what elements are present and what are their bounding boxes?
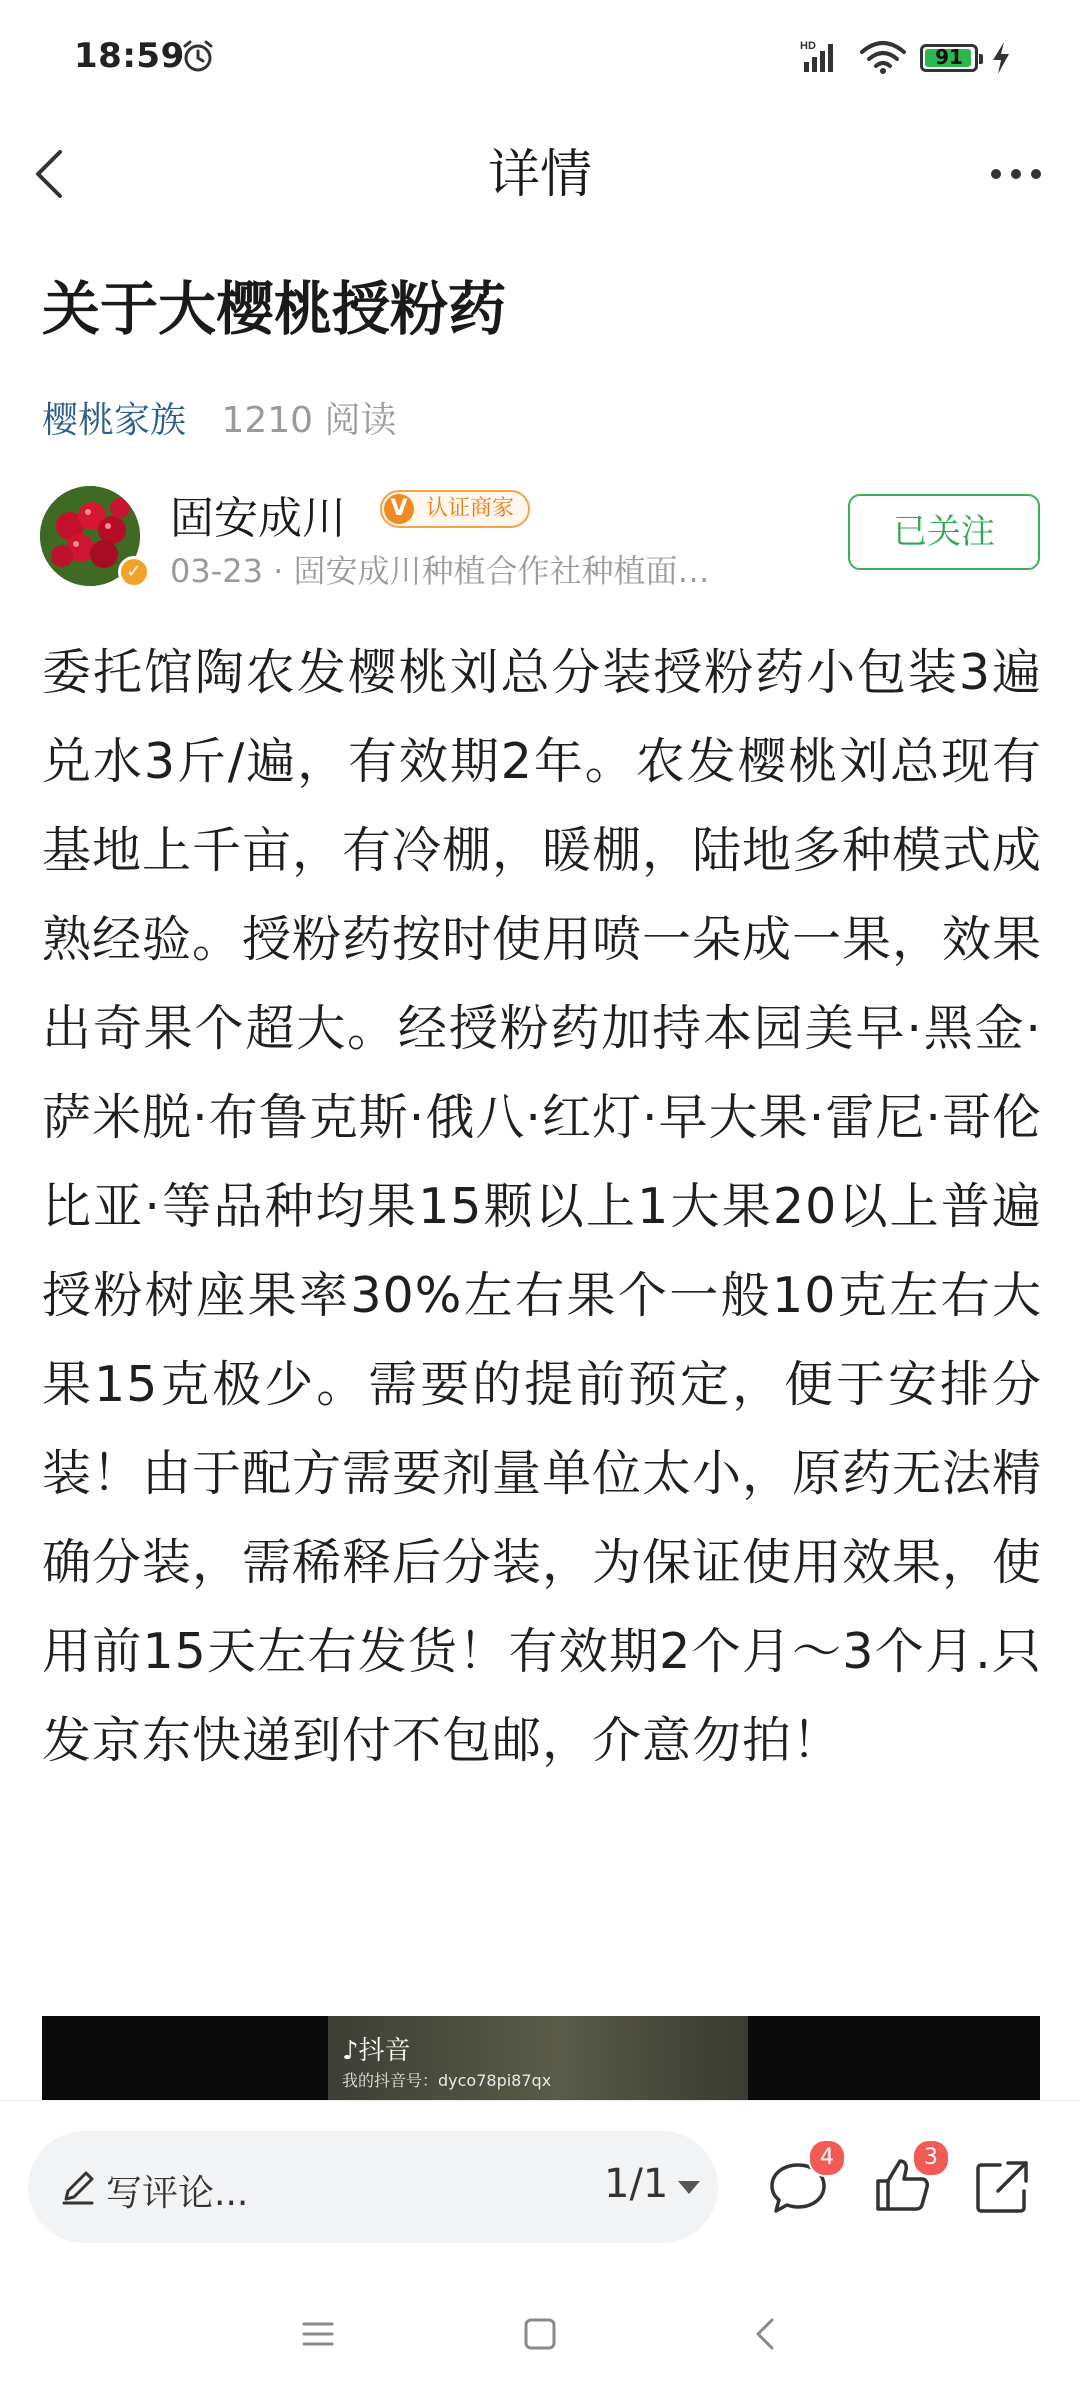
comment-placeholder: 写评论... (106, 2173, 249, 2214)
battery-level: 91 (935, 45, 963, 69)
article-body: 委托馆陶农发樱桃刘总分装授粉药小包装3遍兑水3斤/遍，有效期2年。农发樱桃刘总现有基地上千亩，有冷棚，暖棚，陆地多种模式成熟经验。授粉药按时使用喷一朵成一果，效果出奇果个超大。经授粉药加持本园美早·黑金·萨米脱·布鲁克斯·俄八·红灯·早大果·雷尼·哥伦比亚·等品种均果15颗以上1大果20以上普遍授粉树座果率30%左右果个一般10克左右大果15克极少。需要的提前预定，便于安排分装！由于配方需要剂量单位太小，原药无法精确分装，需稀释后分装，为保证使用效果，使用前15天左右发货！有效期2个月～3个月.只发京东快递到付不包邮，介意勿拍！ (42, 644, 1043, 1769)
author-row (40, 486, 1040, 596)
douyin-note-icon: ♪ (342, 2036, 359, 2066)
video-player[interactable] (42, 2016, 1040, 2100)
more-dots-icon[interactable] (986, 154, 1046, 194)
author-date-info: 03-23 · 固安成川种植合作社种植面… (170, 552, 710, 590)
video-caption: 我的抖音号：dyco78pi87qx (342, 2071, 552, 2090)
read-count: 1210 阅读 (221, 400, 397, 441)
svg-text:HD: HD (800, 40, 816, 52)
status-time: 18:59 (74, 36, 185, 76)
page-indicator[interactable]: 1/1 (604, 2161, 669, 2207)
home-square-icon[interactable] (518, 2312, 562, 2356)
comment-bar (0, 2100, 1080, 2269)
system-nav-bar (0, 2268, 1080, 2400)
verified-badge-label: 认证商家 (426, 496, 515, 521)
battery-icon (920, 44, 978, 72)
pencil-icon (58, 2167, 98, 2207)
comment-count-badge: 4 (808, 2139, 846, 2177)
charging-bolt-icon (990, 40, 1012, 76)
menu-icon[interactable] (296, 2312, 340, 2356)
author-name[interactable]: 固安成川 (170, 493, 346, 544)
article-meta (42, 392, 397, 443)
source-link[interactable]: 樱桃家族 (42, 400, 187, 441)
caret-down-icon[interactable] (676, 2177, 702, 2197)
system-back-icon[interactable] (744, 2312, 788, 2356)
alarm-icon (180, 38, 216, 74)
share-icon[interactable] (970, 2155, 1034, 2219)
comment-input[interactable] (28, 2131, 718, 2243)
verified-v-icon: V (384, 494, 414, 524)
verified-merchant-badge (380, 490, 530, 528)
douyin-logo: ♪抖音 (342, 2036, 411, 2066)
verified-avatar-icon: ✓ (118, 556, 150, 588)
wifi-icon (858, 40, 908, 74)
article-title: 关于大樱桃授粉药 (42, 275, 507, 343)
signal-icon (800, 38, 842, 74)
nav-bar (0, 118, 1080, 238)
like-count-badge: 3 (912, 2139, 950, 2177)
page-title: 详情 (487, 145, 592, 205)
status-bar (0, 0, 1080, 118)
follow-button[interactable]: 已关注 (848, 494, 1040, 570)
